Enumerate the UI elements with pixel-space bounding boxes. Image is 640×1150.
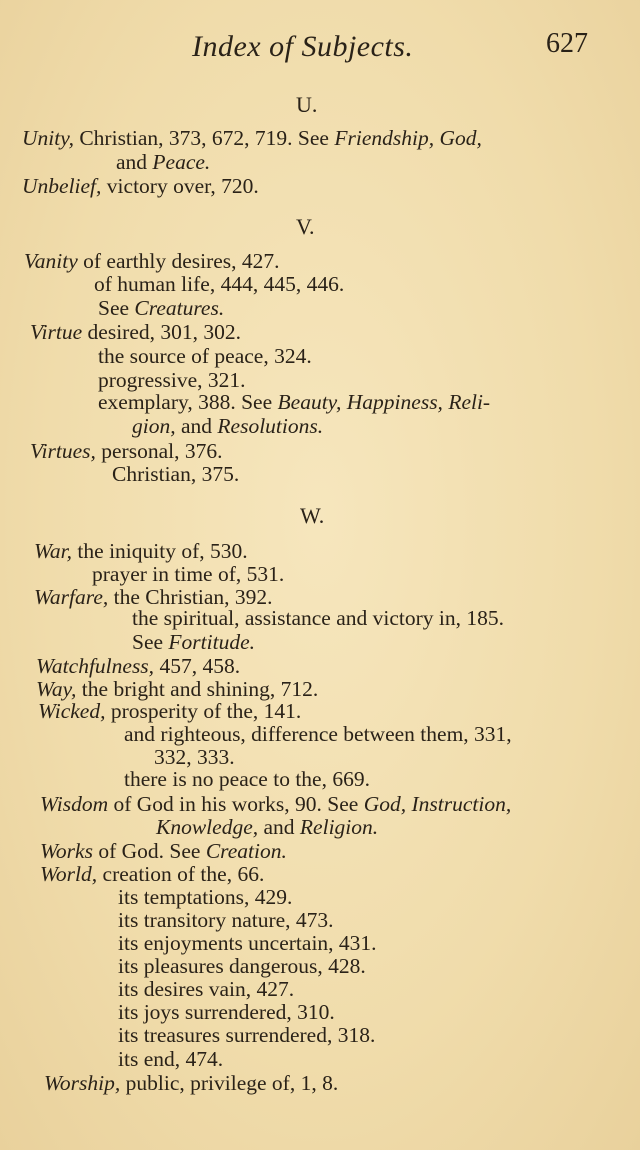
index-entry-way — [36, 677, 318, 701]
index-subentry: its joys surrendered, 310. — [118, 1000, 335, 1024]
entry-text: of God. See — [92, 839, 206, 863]
index-entry-virtue — [30, 320, 241, 344]
entry-text: and — [175, 414, 218, 438]
index-subentry: its pleasures dangerous, 428. — [118, 954, 366, 978]
index-subentry: its treasures surrendered, 318. — [118, 1023, 376, 1047]
cross-reference: Reli- — [442, 390, 491, 414]
index-term: Worship, — [44, 1071, 121, 1095]
index-term: Virtue — [30, 320, 83, 344]
cross-reference: Resolutions. — [217, 414, 324, 438]
index-term: Way, — [36, 677, 77, 701]
index-term: War, — [34, 539, 73, 563]
cross-reference: Fortitude. — [168, 630, 256, 654]
index-subentry: its enjoyments uncertain, 431. — [118, 931, 377, 955]
entry-text: 457, 458. — [154, 654, 241, 678]
cross-reference: God, — [363, 792, 407, 816]
index-term: Virtues, — [30, 439, 96, 463]
cross-reference: Happiness, — [341, 390, 443, 414]
cross-reference: gion, — [132, 414, 176, 438]
entry-text: and — [116, 150, 153, 174]
index-entry-unbelief — [22, 174, 259, 198]
index-subentry: its temptations, 429. — [118, 885, 293, 909]
index-subentry — [98, 390, 490, 414]
cross-reference: God, — [434, 126, 482, 150]
section-letter-v: V. — [296, 214, 315, 239]
index-term: World, — [40, 862, 98, 886]
cross-reference: Peace. — [152, 150, 211, 174]
section-letter-w: W. — [300, 503, 325, 528]
index-subentry — [156, 815, 378, 839]
entry-text: See — [98, 296, 135, 320]
running-title: Index of Subjects. — [192, 30, 414, 63]
index-subentry: progressive, 321. — [98, 368, 246, 392]
index-term: Vanity — [24, 249, 78, 273]
entry-text: Christian, 373, 672, 719. See — [73, 126, 335, 150]
index-subentry: the source of peace, 324. — [98, 344, 312, 368]
index-entry-worship — [44, 1071, 338, 1095]
cross-reference: Knowledge, — [156, 815, 259, 839]
entry-text: personal, 376. — [95, 439, 223, 463]
index-subentry: and righteous, difference between them, 331, — [124, 722, 512, 746]
entry-text: victory over, 720. — [101, 174, 259, 198]
entry-text: desired, 301, 302. — [82, 320, 241, 344]
cross-reference: Instruction, — [406, 792, 512, 816]
page-number: 627 — [546, 28, 588, 59]
entry-text: See — [132, 630, 169, 654]
cross-reference: Creation. — [205, 839, 287, 863]
cross-reference: Creatures. — [134, 296, 225, 320]
index-entry-watchfulness — [36, 654, 240, 678]
index-subentry: 332, 333. — [154, 745, 235, 769]
entry-text: creation of the, 66. — [97, 862, 265, 886]
index-subentry — [132, 414, 323, 438]
index-term: Unbelief, — [22, 174, 102, 198]
index-entry-wisdom — [40, 792, 511, 816]
index-entry-unity — [22, 126, 482, 150]
index-term: Works — [40, 839, 93, 863]
entry-text: of earthly desires, 427. — [77, 249, 280, 273]
index-subentry — [98, 296, 224, 320]
index-term: Warfare, — [34, 585, 109, 609]
entry-text: exemplary, 388. See — [98, 390, 278, 414]
cross-reference: Religion. — [299, 815, 379, 839]
section-letter-u: U. — [296, 92, 318, 117]
cross-reference: Friendship, — [334, 126, 435, 150]
index-subentry: of human life, 444, 445, 446. — [94, 272, 345, 296]
index-entry-world — [40, 862, 264, 886]
index-term: Unity, — [22, 126, 74, 150]
index-term: Watchfulness, — [36, 654, 155, 678]
index-term: Wicked, — [38, 699, 106, 723]
index-entry-war — [34, 539, 248, 563]
index-subentry — [132, 630, 255, 654]
index-subentry: Christian, 375. — [112, 462, 240, 486]
index-entry-works — [40, 839, 287, 863]
entry-text: the iniquity of, 530. — [72, 539, 248, 563]
index-subentry: there is no peace to the, 669. — [124, 767, 370, 791]
index-entry-wicked — [38, 699, 301, 723]
index-entry-virtues — [30, 439, 222, 463]
index-subentry: its end, 474. — [118, 1047, 224, 1071]
index-entry-vanity — [24, 249, 280, 273]
index-subentry — [116, 150, 210, 174]
index-subentry: its desires vain, 427. — [118, 977, 295, 1001]
index-subentry: prayer in time of, 531. — [92, 562, 285, 586]
entry-text: public, privilege of, 1, 8. — [120, 1071, 339, 1095]
entry-text: of God in his works, 90. See — [108, 792, 364, 816]
entry-text: the Christian, 392. — [108, 585, 273, 609]
entry-text: the bright and shining, 712. — [76, 677, 319, 701]
entry-text: and — [258, 815, 300, 839]
cross-reference: Beauty, — [277, 390, 342, 414]
index-subentry: its transitory nature, 473. — [118, 908, 334, 932]
index-term: Wisdom — [40, 792, 109, 816]
index-subentry: the spiritual, assistance and victory in, 185. — [132, 606, 504, 630]
entry-text: prosperity of the, 141. — [105, 699, 302, 723]
